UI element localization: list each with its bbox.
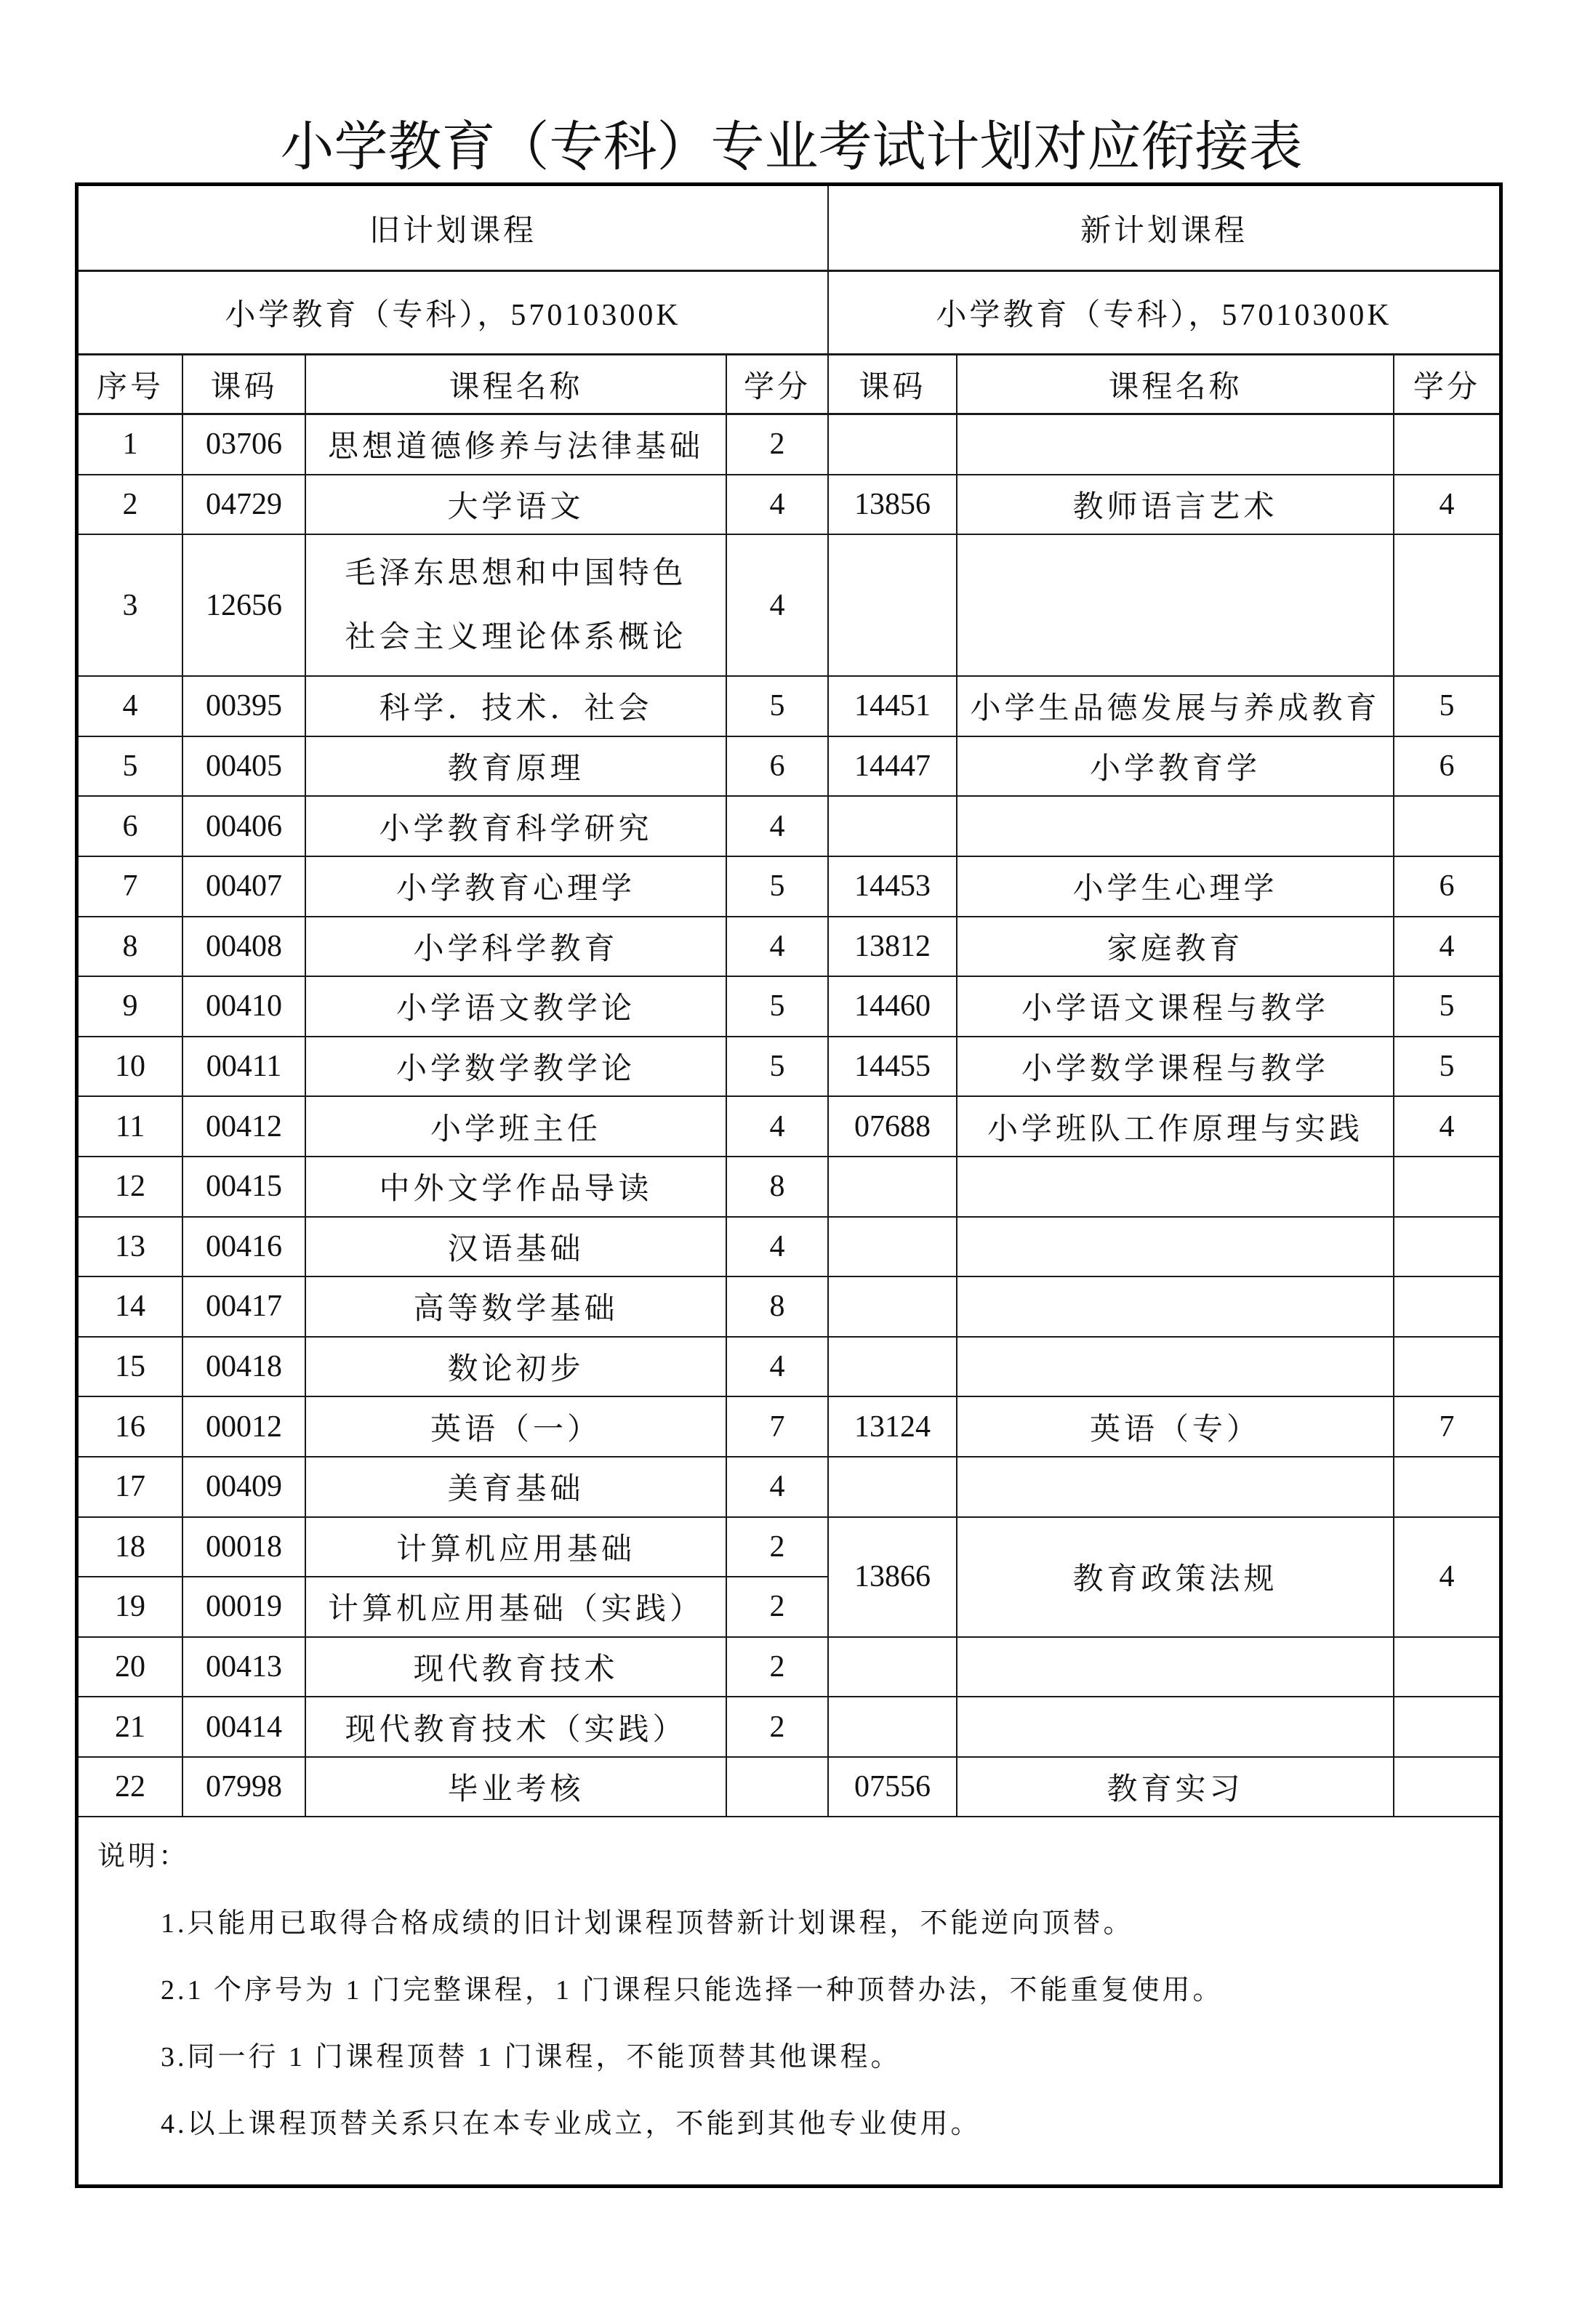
seq-cell: 8	[79, 917, 183, 978]
new-name-cell: 小学生心理学	[957, 857, 1394, 917]
new-plan-header: 新计划课程	[829, 186, 1499, 272]
old-major-cell: 小学教育（专科），57010300K	[79, 272, 829, 355]
old-code-cell: 00414	[183, 1697, 306, 1758]
table-row	[79, 857, 1499, 917]
seq-cell: 10	[79, 1037, 183, 1098]
column-header-new-credit: 学分	[1394, 355, 1499, 415]
new-credit-cell	[1394, 1338, 1499, 1398]
table-row	[79, 917, 1499, 978]
seq-cell: 20	[79, 1638, 183, 1698]
new-credit-cell: 4	[1394, 475, 1499, 536]
old-code-cell: 00407	[183, 857, 306, 917]
column-header-old-name: 课程名称	[306, 355, 727, 415]
old-code-cell: 00417	[183, 1277, 306, 1338]
old-name-cell	[306, 535, 727, 677]
plan-header-row	[79, 186, 1499, 272]
note-item: 3.同一行 1 门课程顶替 1 门课程，不能顶替其他课程。	[161, 2042, 902, 2073]
new-name-cell: 小学生品德发展与养成教育	[957, 677, 1394, 737]
new-credit-cell	[1394, 1157, 1499, 1218]
old-code-cell: 00415	[183, 1157, 306, 1218]
table-row	[79, 1457, 1499, 1518]
column-header-new-code: 课码	[829, 355, 957, 415]
old-credit-cell: 5	[727, 677, 829, 737]
column-header-seq: 序号	[79, 355, 183, 415]
seq-cell: 3	[79, 535, 183, 677]
seq-cell: 6	[79, 797, 183, 857]
table-row	[79, 1218, 1499, 1278]
old-credit-cell: 4	[727, 1457, 829, 1518]
old-code-cell: 00413	[183, 1638, 306, 1698]
notes-section	[79, 1817, 1499, 2184]
new-major-cell: 小学教育（专科），57010300K	[829, 272, 1499, 355]
old-code-cell: 12656	[183, 535, 306, 677]
old-name-cell: 数论初步	[306, 1338, 727, 1398]
seq-cell: 2	[79, 475, 183, 536]
table-row	[79, 1638, 1499, 1698]
old-credit-cell: 4	[727, 1218, 829, 1278]
old-name-cell: 英语（一）	[306, 1397, 727, 1457]
new-code-cell	[829, 1277, 957, 1338]
new-credit-cell	[1394, 797, 1499, 857]
new-name-cell	[957, 1457, 1394, 1518]
new-code-cell	[829, 1697, 957, 1758]
seq-cell: 14	[79, 1277, 183, 1338]
seq-cell: 16	[79, 1397, 183, 1457]
new-code-cell	[829, 1638, 957, 1698]
table-row	[79, 475, 1499, 536]
new-name-cell: 小学教育学	[957, 737, 1394, 797]
new-credit-cell	[1394, 1758, 1499, 1818]
major-row	[79, 272, 1499, 355]
new-code-cell: 14447	[829, 737, 957, 797]
new-name-cell: 小学数学课程与教学	[957, 1037, 1394, 1098]
seq-cell: 5	[79, 737, 183, 797]
old-name-cell: 美育基础	[306, 1457, 727, 1518]
old-name-cell: 小学教育心理学	[306, 857, 727, 917]
old-code-cell: 00418	[183, 1338, 306, 1398]
table-row	[79, 1277, 1499, 1338]
seq-cell: 17	[79, 1457, 183, 1518]
old-credit-cell: 5	[727, 977, 829, 1037]
old-name-cell: 现代教育技术	[306, 1638, 727, 1698]
course-mapping-table	[75, 182, 1503, 2188]
old-credit-cell: 8	[727, 1157, 829, 1218]
old-name-line: 毛泽东思想和中国特色	[345, 556, 687, 590]
new-code-cell	[829, 1218, 957, 1278]
old-name-cell: 汉语基础	[306, 1218, 727, 1278]
old-credit-cell: 4	[727, 797, 829, 857]
old-credit-cell: 4	[727, 917, 829, 978]
old-plan-header: 旧计划课程	[79, 186, 829, 272]
old-credit-cell: 2	[727, 1577, 829, 1638]
new-name-cell: 小学语文课程与教学	[957, 977, 1394, 1037]
new-name-cell	[957, 1697, 1394, 1758]
new-name-cell: 教育政策法规	[957, 1518, 1394, 1638]
new-credit-cell	[1394, 1697, 1499, 1758]
old-name-cell: 教育原理	[306, 737, 727, 797]
old-name-cell: 小学科学教育	[306, 917, 727, 978]
old-name-cell: 小学语文教学论	[306, 977, 727, 1037]
old-code-cell: 00412	[183, 1097, 306, 1157]
note-item: 4.以上课程顶替关系只在本专业成立，不能到其他专业使用。	[161, 2109, 981, 2140]
old-code-cell: 00408	[183, 917, 306, 978]
old-code-cell: 00411	[183, 1037, 306, 1098]
new-code-cell: 14460	[829, 977, 957, 1037]
old-code-cell: 00406	[183, 797, 306, 857]
old-code-cell: 04729	[183, 475, 306, 536]
old-name-line: 社会主义理论体系概论	[345, 620, 687, 654]
old-code-cell: 00019	[183, 1577, 306, 1638]
new-credit-cell: 5	[1394, 677, 1499, 737]
note-item: 1.只能用已取得合格成绩的旧计划课程顶替新计划课程，不能逆向顶替。	[161, 1908, 1134, 1939]
seq-cell: 18	[79, 1518, 183, 1578]
old-name-cell: 大学语文	[306, 475, 727, 536]
new-credit-cell: 4	[1394, 1097, 1499, 1157]
old-name-cell: 高等数学基础	[306, 1277, 727, 1338]
new-code-cell	[829, 1157, 957, 1218]
new-credit-cell	[1394, 415, 1499, 475]
new-code-cell: 13856	[829, 475, 957, 536]
old-code-cell: 03706	[183, 415, 306, 475]
column-header-row	[79, 355, 1499, 415]
new-credit-cell: 5	[1394, 1037, 1499, 1098]
old-credit-cell: 2	[727, 1638, 829, 1698]
table-row	[79, 1338, 1499, 1398]
new-code-cell: 14451	[829, 677, 957, 737]
new-credit-cell: 5	[1394, 977, 1499, 1037]
new-code-cell	[829, 535, 957, 677]
new-name-cell	[957, 1638, 1394, 1698]
new-name-cell: 英语（专）	[957, 1397, 1394, 1457]
seq-cell: 7	[79, 857, 183, 917]
old-name-cell: 小学班主任	[306, 1097, 727, 1157]
old-code-cell: 00410	[183, 977, 306, 1037]
new-credit-cell: 4	[1394, 917, 1499, 978]
new-name-cell	[957, 1218, 1394, 1278]
new-credit-cell: 6	[1394, 857, 1499, 917]
old-code-cell: 00012	[183, 1397, 306, 1457]
new-credit-cell	[1394, 535, 1499, 677]
old-credit-cell	[727, 1758, 829, 1818]
seq-cell: 9	[79, 977, 183, 1037]
new-credit-cell	[1394, 1218, 1499, 1278]
new-code-cell	[829, 1457, 957, 1518]
new-name-cell	[957, 1338, 1394, 1398]
new-name-cell	[957, 797, 1394, 857]
table-row	[79, 1097, 1499, 1157]
old-code-cell: 00395	[183, 677, 306, 737]
table-row	[79, 1518, 1499, 1578]
new-credit-cell	[1394, 1457, 1499, 1518]
seq-cell: 12	[79, 1157, 183, 1218]
new-credit-cell	[1394, 1638, 1499, 1698]
column-header-old-credit: 学分	[727, 355, 829, 415]
old-credit-cell: 2	[727, 1518, 829, 1578]
new-name-cell	[957, 1277, 1394, 1338]
new-code-cell: 07688	[829, 1097, 957, 1157]
table-row	[79, 415, 1499, 475]
old-credit-cell: 2	[727, 1697, 829, 1758]
old-credit-cell: 4	[727, 535, 829, 677]
old-credit-cell: 8	[727, 1277, 829, 1338]
notes-row	[79, 1817, 1499, 2184]
column-header-old-code: 课码	[183, 355, 306, 415]
seq-cell: 4	[79, 677, 183, 737]
new-code-cell: 13812	[829, 917, 957, 978]
table-row	[79, 1758, 1499, 1818]
table-row	[79, 1037, 1499, 1098]
seq-cell: 11	[79, 1097, 183, 1157]
old-credit-cell: 4	[727, 1338, 829, 1398]
new-name-cell: 教师语言艺术	[957, 475, 1394, 536]
old-name-cell: 计算机应用基础（实践）	[306, 1577, 727, 1638]
table-row	[79, 1157, 1499, 1218]
table-row	[79, 1397, 1499, 1457]
old-code-cell: 00018	[183, 1518, 306, 1578]
new-code-cell: 13124	[829, 1397, 957, 1457]
new-credit-cell: 7	[1394, 1397, 1499, 1457]
old-code-cell: 07998	[183, 1758, 306, 1818]
old-name-cell: 小学教育科学研究	[306, 797, 727, 857]
old-credit-cell: 5	[727, 1037, 829, 1098]
seq-cell: 21	[79, 1697, 183, 1758]
seq-cell: 19	[79, 1577, 183, 1638]
new-credit-cell: 4	[1394, 1518, 1499, 1638]
new-credit-cell: 6	[1394, 737, 1499, 797]
new-code-cell: 14455	[829, 1037, 957, 1098]
table-row	[79, 535, 1499, 677]
old-credit-cell: 7	[727, 1397, 829, 1457]
note-item: 2.1 个序号为 1 门完整课程，1 门课程只能选择一种顶替办法，不能重复使用。	[161, 1975, 1224, 2006]
new-name-cell	[957, 415, 1394, 475]
new-name-cell: 小学班队工作原理与实践	[957, 1097, 1394, 1157]
old-credit-cell: 4	[727, 475, 829, 536]
old-credit-cell: 6	[727, 737, 829, 797]
new-code-cell	[829, 797, 957, 857]
old-credit-cell: 2	[727, 415, 829, 475]
old-name-cell: 小学数学教学论	[306, 1037, 727, 1098]
old-credit-cell: 5	[727, 857, 829, 917]
notes-label: 说明：	[97, 1841, 190, 1873]
old-credit-cell: 4	[727, 1097, 829, 1157]
new-credit-cell	[1394, 1277, 1499, 1338]
table-row	[79, 677, 1499, 737]
new-name-cell: 教育实习	[957, 1758, 1394, 1818]
new-code-cell: 14453	[829, 857, 957, 917]
old-name-cell: 毕业考核	[306, 1758, 727, 1818]
seq-cell: 1	[79, 415, 183, 475]
new-code-cell: 13866	[829, 1518, 957, 1638]
new-code-cell	[829, 415, 957, 475]
seq-cell: 13	[79, 1218, 183, 1278]
column-header-new-name: 课程名称	[957, 355, 1394, 415]
old-name-cell: 思想道德修养与法律基础	[306, 415, 727, 475]
table-row	[79, 737, 1499, 797]
old-code-cell: 00405	[183, 737, 306, 797]
old-name-cell: 计算机应用基础	[306, 1518, 727, 1578]
old-name-cell: 现代教育技术（实践）	[306, 1697, 727, 1758]
new-name-cell: 家庭教育	[957, 917, 1394, 978]
new-code-cell	[829, 1338, 957, 1398]
old-name-cell: 中外文学作品导读	[306, 1157, 727, 1218]
table-row	[79, 797, 1499, 857]
seq-cell: 22	[79, 1758, 183, 1818]
table-row	[79, 1697, 1499, 1758]
new-code-cell: 07556	[829, 1758, 957, 1818]
new-name-cell	[957, 1157, 1394, 1218]
seq-cell: 15	[79, 1338, 183, 1398]
page-title: 小学教育（专科）专业考试计划对应衔接表	[280, 116, 1303, 178]
new-name-cell	[957, 535, 1394, 677]
old-name-cell: 科学．技术．社会	[306, 677, 727, 737]
table-row	[79, 977, 1499, 1037]
old-code-cell: 00409	[183, 1457, 306, 1518]
old-code-cell: 00416	[183, 1218, 306, 1278]
